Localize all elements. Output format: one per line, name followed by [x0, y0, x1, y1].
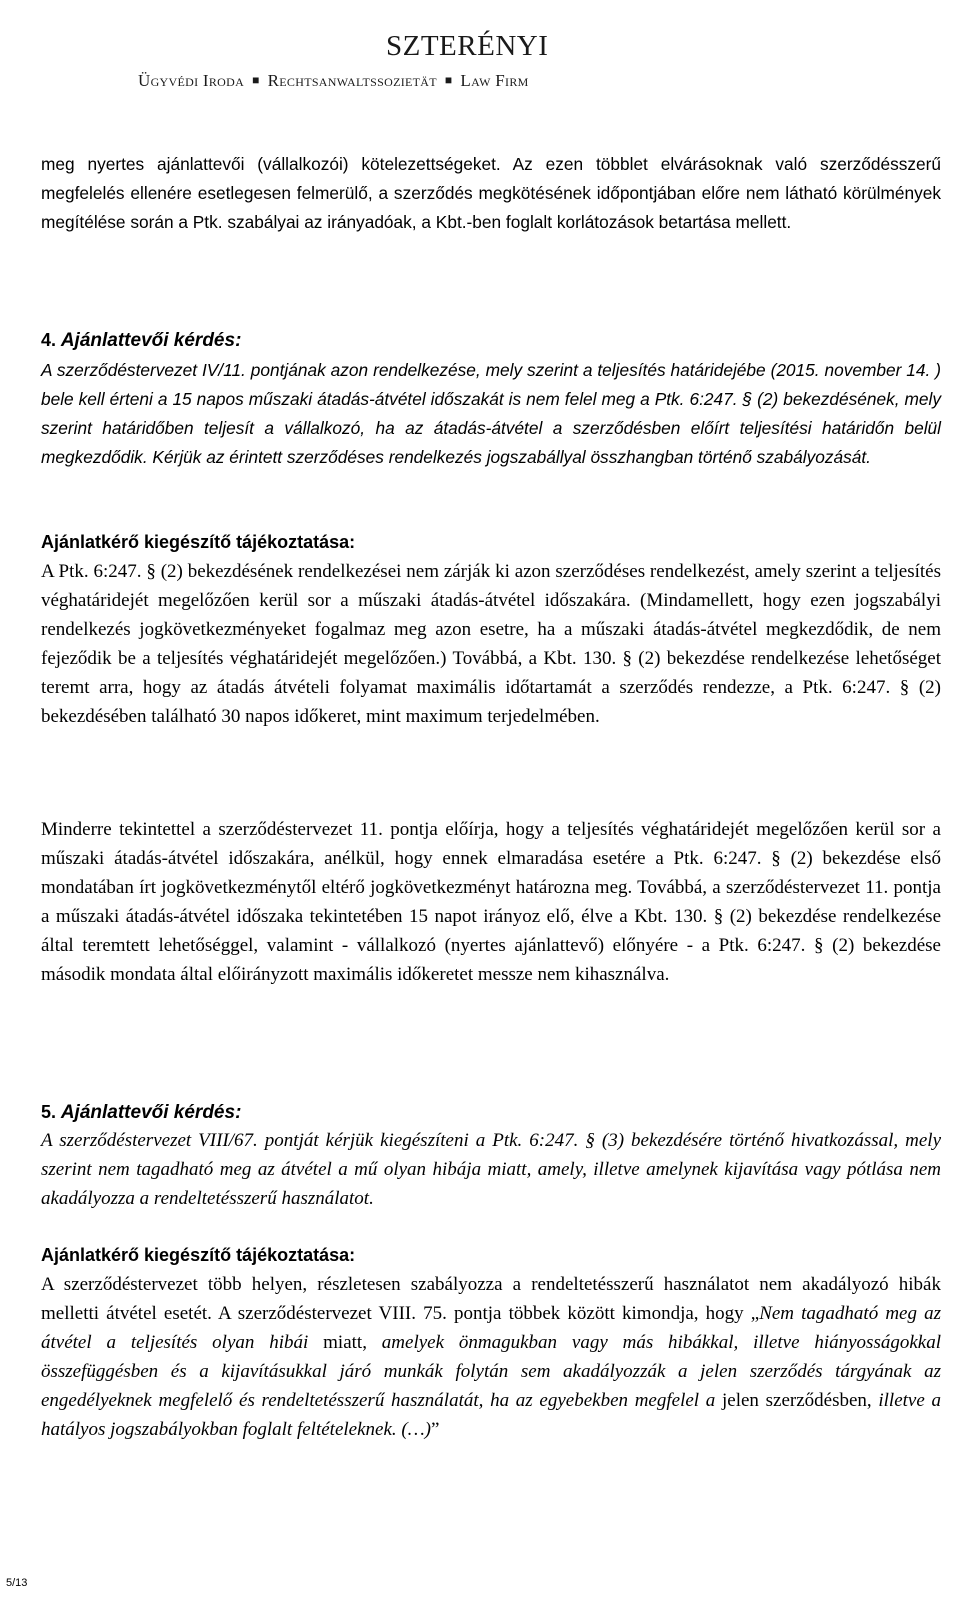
separator-square-icon: ■ — [252, 73, 260, 87]
page-number: 5/13 — [6, 1577, 28, 1589]
question-5-text: A szerződéstervezet VIII/67. pontját kérjük kiegészíteni a Ptk. 6:247. § (3) bekezdésére történő hivatkozással, mely szerint nem tagadható meg az átvétel a mű olyan hibája miatt, amely, illetve amelynek kijavítása vagy pótlása nem akadályozza a rendeltetésszerű használatot. — [41, 1130, 941, 1209]
question-4-text: A szerződéstervezet IV/11. pontjának azon rendelkezése, mely szerint a teljesítés határidejébe (2015. november 14. ) bele kell érteni a 15 napos műszaki átadás-átvétel időszakát is nem felel meg a Ptk. 6:247. § (2) bekezdésének, mely szerint határidőben teljesít a vállalkozó, ha az átadás-átvétel a szerződésben előírt teljesítési határidőn belül megkezdődik. Kérjük az érintett szerződéses rendelkezés jogszabállyal összhangban történő szabályozását. — [41, 360, 941, 467]
letterhead — [0, 0, 960, 110]
tagline-english: Law Firm — [460, 71, 529, 90]
answer-4-title: Ajánlatkérő kiegészítő tájékoztatása: — [41, 532, 356, 552]
question-4-heading — [41, 326, 941, 355]
question-4-title: Ajánlattevői kérdés: — [60, 330, 242, 351]
separator-square-icon: ■ — [444, 73, 453, 87]
answer-4-paragraph-1: A Ptk. 6:247. § (2) bekezdésének rendelkezései nem zárják ki azon szerződéses rendelkezést, amely szerint a teljesítés véghatáridejét megelőzően kerül sor a műszaki átadás-átvétel időszakára. (Mindamellett, hogy ezen jogszabályi rendelkezés jogkövetkezményeket fogalmaz meg azon esetre, ha a műszaki átadás-átvétel megkezdődik, de nem fejeződik be a teljesítés véghatáridejét megelőzően.) Továbbá, a Kbt. 130. § (2) bekezdése rendelkezése lehetőséget teremt arra, hogy az átadás átvételi folyamat maximális időtartamát a szerződés rendezze, a Ptk. 6:247. § (2) bekezdésében található 30 napos időkeret, mint maximum terjedelmében. — [41, 561, 941, 727]
answer-5-mid-2: jelen szerződésben, — [715, 1390, 879, 1411]
answer-5-intro: A szerződéstervezet több helyen, részletesen szabályozza a rendeltetésszerű használatot nem akadályozó hibák melletti átvétel esetét. A szerződéstervezet VIII. 75. pontja többek között kimondja, hogy „ — [41, 1274, 941, 1324]
answer-5-end: ” — [430, 1419, 440, 1440]
answer-5-quote-c: illetve a hatályos jogszabályokban foglalt feltételeknek. (…) — [41, 1390, 941, 1440]
tagline-hungarian: Ügyvédi Iroda — [138, 71, 245, 90]
question-5-heading — [41, 1098, 941, 1127]
answer-5-title: Ajánlatkérő kiegészítő tájékoztatása: — [41, 1245, 356, 1265]
answer-5-quote-b: amelyek önmagukban vagy más hibákkal, illetve hiányosságokkal összefüggésben és a kijavításukkal járó munkák folytán sem akadályozzák a jelen szerződés tárgyának az engedélyeknek megfelelő és rendeltetésszerű használatát, ha az egyebekben megfelel a — [41, 1332, 941, 1411]
question-4-number: 4. — [41, 330, 57, 350]
firm-name: SZTERÉNYI — [386, 30, 549, 62]
answer-4-paragraph-2: Minderre tekintettel a szerződéstervezet 11. pontja előírja, hogy a teljesítés véghatáridejét megelőzően kerül sor a műszaki átadás-átvétel időszakára, anélkül, hogy ennek elmaradása esetére a Ptk. 6:247. § (2) bekezdése első mondatában írt jogkövetkezménytől eltérő jogkövetkezményt határozna meg. Továbbá, a szerződéstervezet 11. pontja a műszaki átadás-átvétel időszaka tekintetében 15 napot irányoz elő, élve a Kbt. 130. § (2) bekezdése rendelkezése által teremtett lehetőséggel, valamint - vállalkozó (nyertes ajánlattevő) előnyére - a Ptk. 6:247. § (2) bekezdése második mondata által előirányzott maximális időkeretet messze nem kihasználva. — [41, 819, 941, 985]
question-5-title: Ajánlattevői kérdés: — [60, 1102, 242, 1123]
paragraph-continuation: meg nyertes ajánlattevői (vállalkozói) kötelezettségeket. Az ezen többlet elvárásoknak való szerződésszerű megfelelés ellenére esetlegesen felmerülő, a szerződés megkötésének időpontjában előre nem látható körülmények megítélése során a Ptk. szabályai az irányadóak, a Kbt.-ben foglalt korlátozások betartása mellett. — [41, 154, 941, 232]
answer-5-paragraph — [41, 1270, 941, 1444]
answer-5-quote-a: Nem tagadható meg az átvétel a teljesítés olyan hibái — [41, 1303, 941, 1353]
firm-tagline — [138, 71, 529, 91]
question-5-number: 5. — [41, 1102, 57, 1122]
tagline-german: Rechtsanwaltssozietät — [267, 71, 437, 90]
answer-5-mid: miatt, — [308, 1332, 382, 1353]
